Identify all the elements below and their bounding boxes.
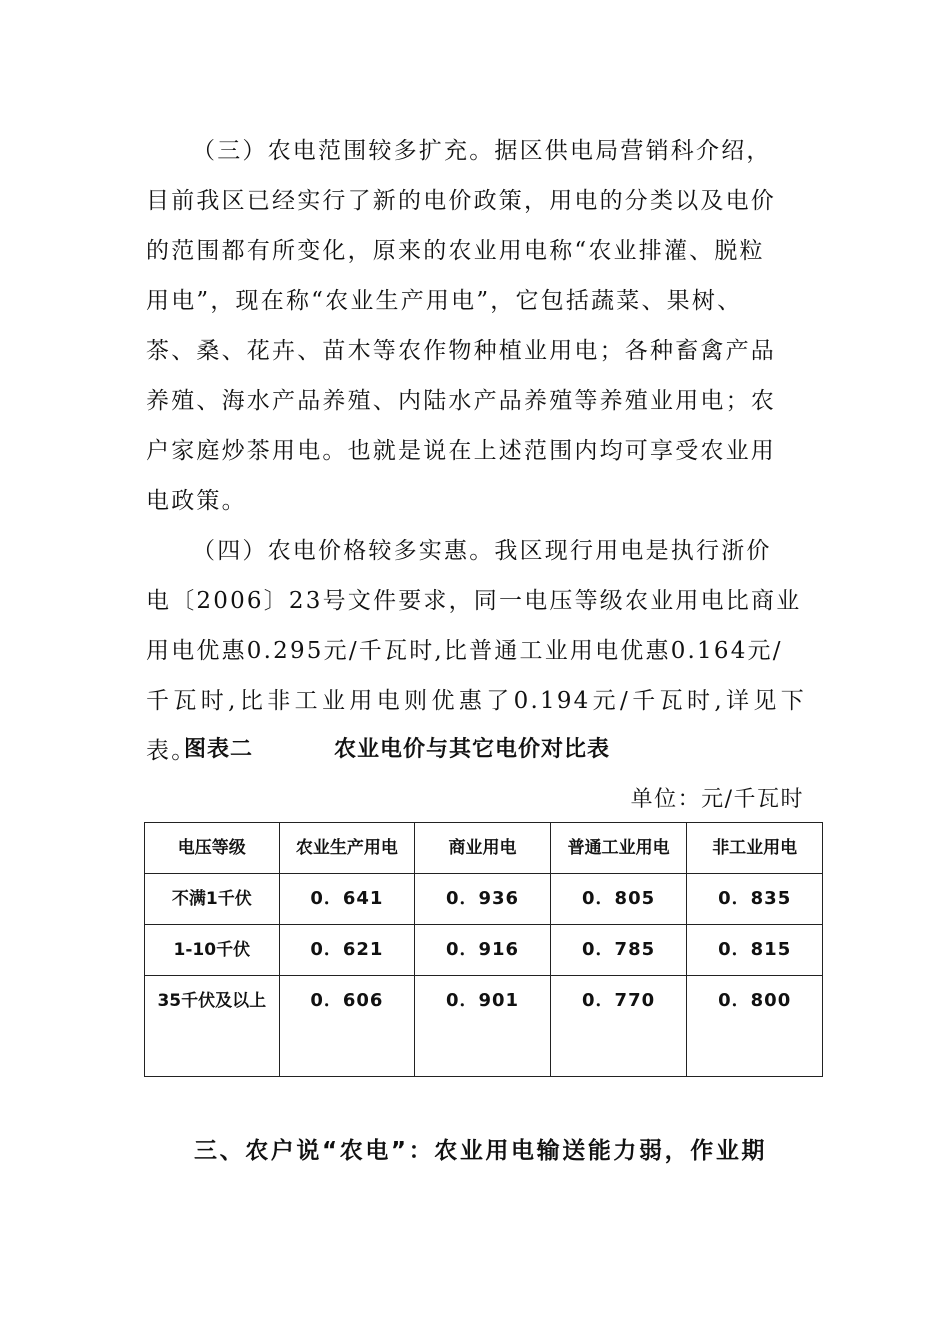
paragraph-line: 千瓦时,比非工业用电则优惠了0.194元/千瓦时,详见下表。 (146, 688, 806, 764)
table-row (145, 976, 823, 1077)
table-cell: 0．785 (550, 925, 687, 976)
paragraph-line: 电〔2006〕23号文件要求，同一电压等级农业用电比商业 (146, 588, 802, 614)
table-caption (184, 728, 610, 772)
table-caption-label: 图表二 (184, 737, 254, 762)
header-agricultural: 农业生产用电 (279, 823, 415, 874)
table-cell: 0．770 (550, 976, 687, 1077)
paragraph-line: 茶、桑、花卉、苗木等农作物种植业用电；各种畜禽产品 (146, 338, 776, 364)
paragraph-line: 户家庭炒茶用电。也就是说在上述范围内均可享受农业用 (146, 438, 776, 464)
table-cell: 0．901 (415, 976, 551, 1077)
table-cell: 0．835 (687, 874, 823, 925)
paragraph-line: 用电优惠0.295元/千瓦时,比普通工业用电优惠0.164元/ (146, 638, 783, 664)
table-header-row (145, 823, 823, 874)
price-comparison-table (144, 822, 823, 1077)
header-general-industrial: 普通工业用电 (550, 823, 687, 874)
paragraph-rural-power-scope (146, 126, 806, 526)
table-cell: 35千伏及以上 (145, 976, 280, 1077)
header-commercial: 商业用电 (415, 823, 551, 874)
paragraph-line: （三）农电范围较多扩充。据区供电局营销科介绍， (192, 138, 772, 164)
table-unit: 单位：元/千瓦时 (630, 787, 804, 812)
table-cell: 0．936 (415, 874, 551, 925)
table-row (145, 925, 823, 976)
header-voltage-level: 电压等级 (145, 823, 280, 874)
paragraph-line: 电政策。 (146, 488, 247, 514)
table-cell: 0．641 (279, 874, 415, 925)
table-cell: 0．815 (687, 925, 823, 976)
table-row (145, 874, 823, 925)
table-cell: 0．621 (279, 925, 415, 976)
section-heading: 三、农户说“农电”：农业用电输送能力弱，作业期 (194, 1138, 768, 1164)
table-cell: 1-10千伏 (145, 925, 280, 976)
table-cell: 0．606 (279, 976, 415, 1077)
paragraph-line: 用电”，现在称“农业生产用电”，它包括蔬菜、果树、 (146, 288, 743, 314)
paragraph-line: （四）农电价格较多实惠。我区现行用电是执行浙价 (192, 538, 772, 564)
table-cell: 0．805 (550, 874, 687, 925)
paragraph-line: 目前我区已经实行了新的电价政策，用电的分类以及电价 (146, 188, 776, 214)
paragraph-line: 养殖、海水产品养殖、内陆水产品养殖等养殖业用电；农 (146, 388, 776, 414)
header-non-industrial: 非工业用电 (687, 823, 823, 874)
table-caption-title: 农业电价与其它电价对比表 (334, 737, 611, 762)
paragraph-line: 的范围都有所变化，原来的农业用电称“农业排灌、脱粒 (146, 238, 765, 264)
table-cell: 0．800 (687, 976, 823, 1077)
table-cell: 不满1千伏 (145, 874, 280, 925)
table-cell: 0．916 (415, 925, 551, 976)
